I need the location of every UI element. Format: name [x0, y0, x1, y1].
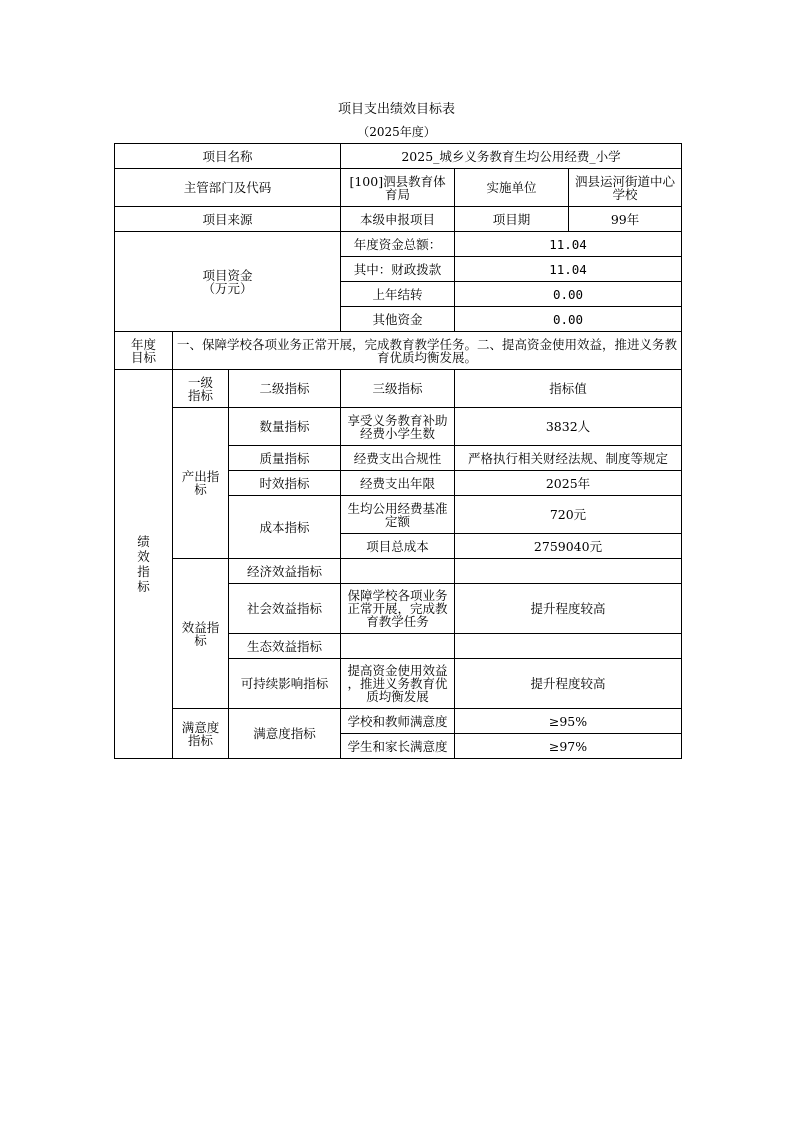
satisfaction-row-a	[115, 709, 682, 734]
quantity-detail-line1: 享受义务教育补助	[347, 412, 448, 428]
benefit-economic-row	[115, 559, 682, 584]
implementing-unit-label: 实施单位	[455, 169, 569, 207]
satisfaction-level2-label: 满意度指标	[229, 709, 341, 759]
funds-label-line1: 项目资金	[202, 267, 253, 283]
funds-fiscal-label: 其中：财政拨款	[341, 257, 455, 282]
funds-label	[115, 232, 341, 332]
cost-indicator-value-b: 2759040元	[455, 534, 682, 559]
social-benefit-value: 提升程度较高	[455, 584, 682, 634]
sustain-detail-line2: ，推进义务教育优	[347, 676, 448, 691]
header-level2: 二级指标	[229, 370, 341, 408]
project-period-label: 项目期	[455, 207, 569, 232]
sustainability-value: 提升程度较高	[455, 659, 682, 709]
performance-indicators-text: 绩效指标	[137, 534, 150, 594]
quantity-indicator-value: 3832人	[455, 408, 682, 446]
social-detail-line2: 正常开展，完成教	[347, 601, 448, 616]
benefit-label-line1: 效益指	[181, 619, 220, 635]
satisfaction-value-a: ≥95%	[455, 709, 682, 734]
document-title: 项目支出绩效目标表	[337, 102, 455, 117]
sustain-detail-line3: 质均衡发展	[366, 689, 429, 704]
satisfaction-indicators-label	[173, 709, 229, 759]
cost-detail-a-line1: 生均公用经费基准	[347, 500, 448, 516]
performance-indicators-label	[115, 370, 173, 759]
header-level1-line2: 指标	[187, 387, 213, 403]
sustainability-detail	[341, 659, 455, 709]
annual-goal-label-line2: 目标	[130, 349, 156, 365]
output-indicators-label	[173, 408, 229, 559]
annual-goal-label-line1: 年度	[130, 336, 156, 352]
economic-benefit-detail	[341, 559, 455, 584]
output-label-line2: 标	[194, 482, 207, 497]
social-benefit-label: 社会效益指标	[229, 584, 341, 634]
cost-indicator-label: 成本指标	[229, 496, 341, 559]
funds-other-label: 其他资金	[341, 307, 455, 332]
timeliness-indicator-label: 时效指标	[229, 471, 341, 496]
ecological-benefit-detail	[341, 634, 455, 659]
social-detail-line3: 育教学任务	[366, 614, 429, 629]
economic-benefit-value	[455, 559, 682, 584]
annual-goal-label	[115, 332, 173, 370]
source-row	[115, 207, 682, 232]
department-label: 主管部门及代码	[115, 169, 341, 207]
benefit-label-line2: 标	[194, 632, 207, 648]
ecological-benefit-value	[455, 634, 682, 659]
satisfaction-detail-a: 学校和教师满意度	[341, 709, 455, 734]
funds-total-label: 年度资金总额：	[341, 232, 455, 257]
project-source-value: 本级申报项目	[341, 207, 455, 232]
economic-benefit-label: 经济效益指标	[229, 559, 341, 584]
satisfaction-value-b: ≥97%	[455, 734, 682, 759]
project-period-value: 99年	[569, 207, 682, 232]
funds-total-value: 11.04	[455, 232, 682, 257]
satisfaction-label-line2: 指标	[187, 732, 213, 748]
header-level3: 三级指标	[341, 370, 455, 408]
annual-goal-text: 一、保障学校各项业务正常开展，完成教育教学任务。二、提高资金使用效益，推进义务教育优质均衡发展。	[173, 332, 682, 370]
satisfaction-detail-b: 学生和家长满意度	[341, 734, 455, 759]
project-name-value: 2025_城乡义务教育生均公用经费_小学	[341, 144, 682, 169]
department-row	[115, 169, 682, 207]
quality-indicator-detail: 经费支出合规性	[341, 446, 455, 471]
project-name-row	[115, 144, 682, 169]
cost-indicator-detail-a	[341, 496, 455, 534]
social-detail-line1: 保障学校各项业务	[347, 588, 448, 603]
ecological-benefit-label: 生态效益指标	[229, 634, 341, 659]
satisfaction-label-line1: 满意度	[181, 719, 220, 735]
header-value: 指标值	[455, 370, 682, 408]
quantity-indicator-detail	[341, 408, 455, 446]
social-benefit-detail	[341, 584, 455, 634]
cost-detail-a-line2: 定额	[385, 513, 411, 529]
annual-goal-row	[115, 332, 682, 370]
output-quantity-row	[115, 408, 682, 446]
project-name-label: 项目名称	[115, 144, 341, 169]
document-year: （2025年度）	[357, 125, 436, 139]
timeliness-indicator-value: 2025年	[455, 471, 682, 496]
cost-indicator-value-a: 720元	[455, 496, 682, 534]
funds-carryover-label: 上年结转	[341, 282, 455, 307]
funds-fiscal-value: 11.04	[455, 257, 682, 282]
quantity-detail-line2: 经费小学生数	[360, 425, 436, 441]
project-source-label: 项目来源	[115, 207, 341, 232]
funds-other-value: 0.00	[455, 307, 682, 332]
department-value: [100]泗县教育体育局	[341, 169, 455, 207]
funds-label-line2: （万元）	[202, 280, 253, 296]
quantity-indicator-label: 数量指标	[229, 408, 341, 446]
sustainability-label: 可持续影响指标	[229, 659, 341, 709]
output-label-line1: 产出指	[181, 469, 220, 484]
header-level1	[173, 370, 229, 408]
benefit-indicators-label	[173, 559, 229, 709]
sustain-detail-line1: 提高资金使用效益	[347, 663, 448, 678]
performance-goal-table	[114, 143, 682, 759]
cost-indicator-detail-b: 项目总成本	[341, 534, 455, 559]
quality-indicator-value: 严格执行相关财经法规、制度等规定	[455, 446, 682, 471]
header-level1-line1: 一级	[187, 374, 213, 390]
indicators-header-row	[115, 370, 682, 408]
funds-row-total	[115, 232, 682, 257]
quality-indicator-label: 质量指标	[229, 446, 341, 471]
timeliness-indicator-detail: 经费支出年限	[341, 471, 455, 496]
implementing-unit-value: 泗县运河街道中心学校	[569, 169, 682, 207]
funds-carryover-value: 0.00	[455, 282, 682, 307]
